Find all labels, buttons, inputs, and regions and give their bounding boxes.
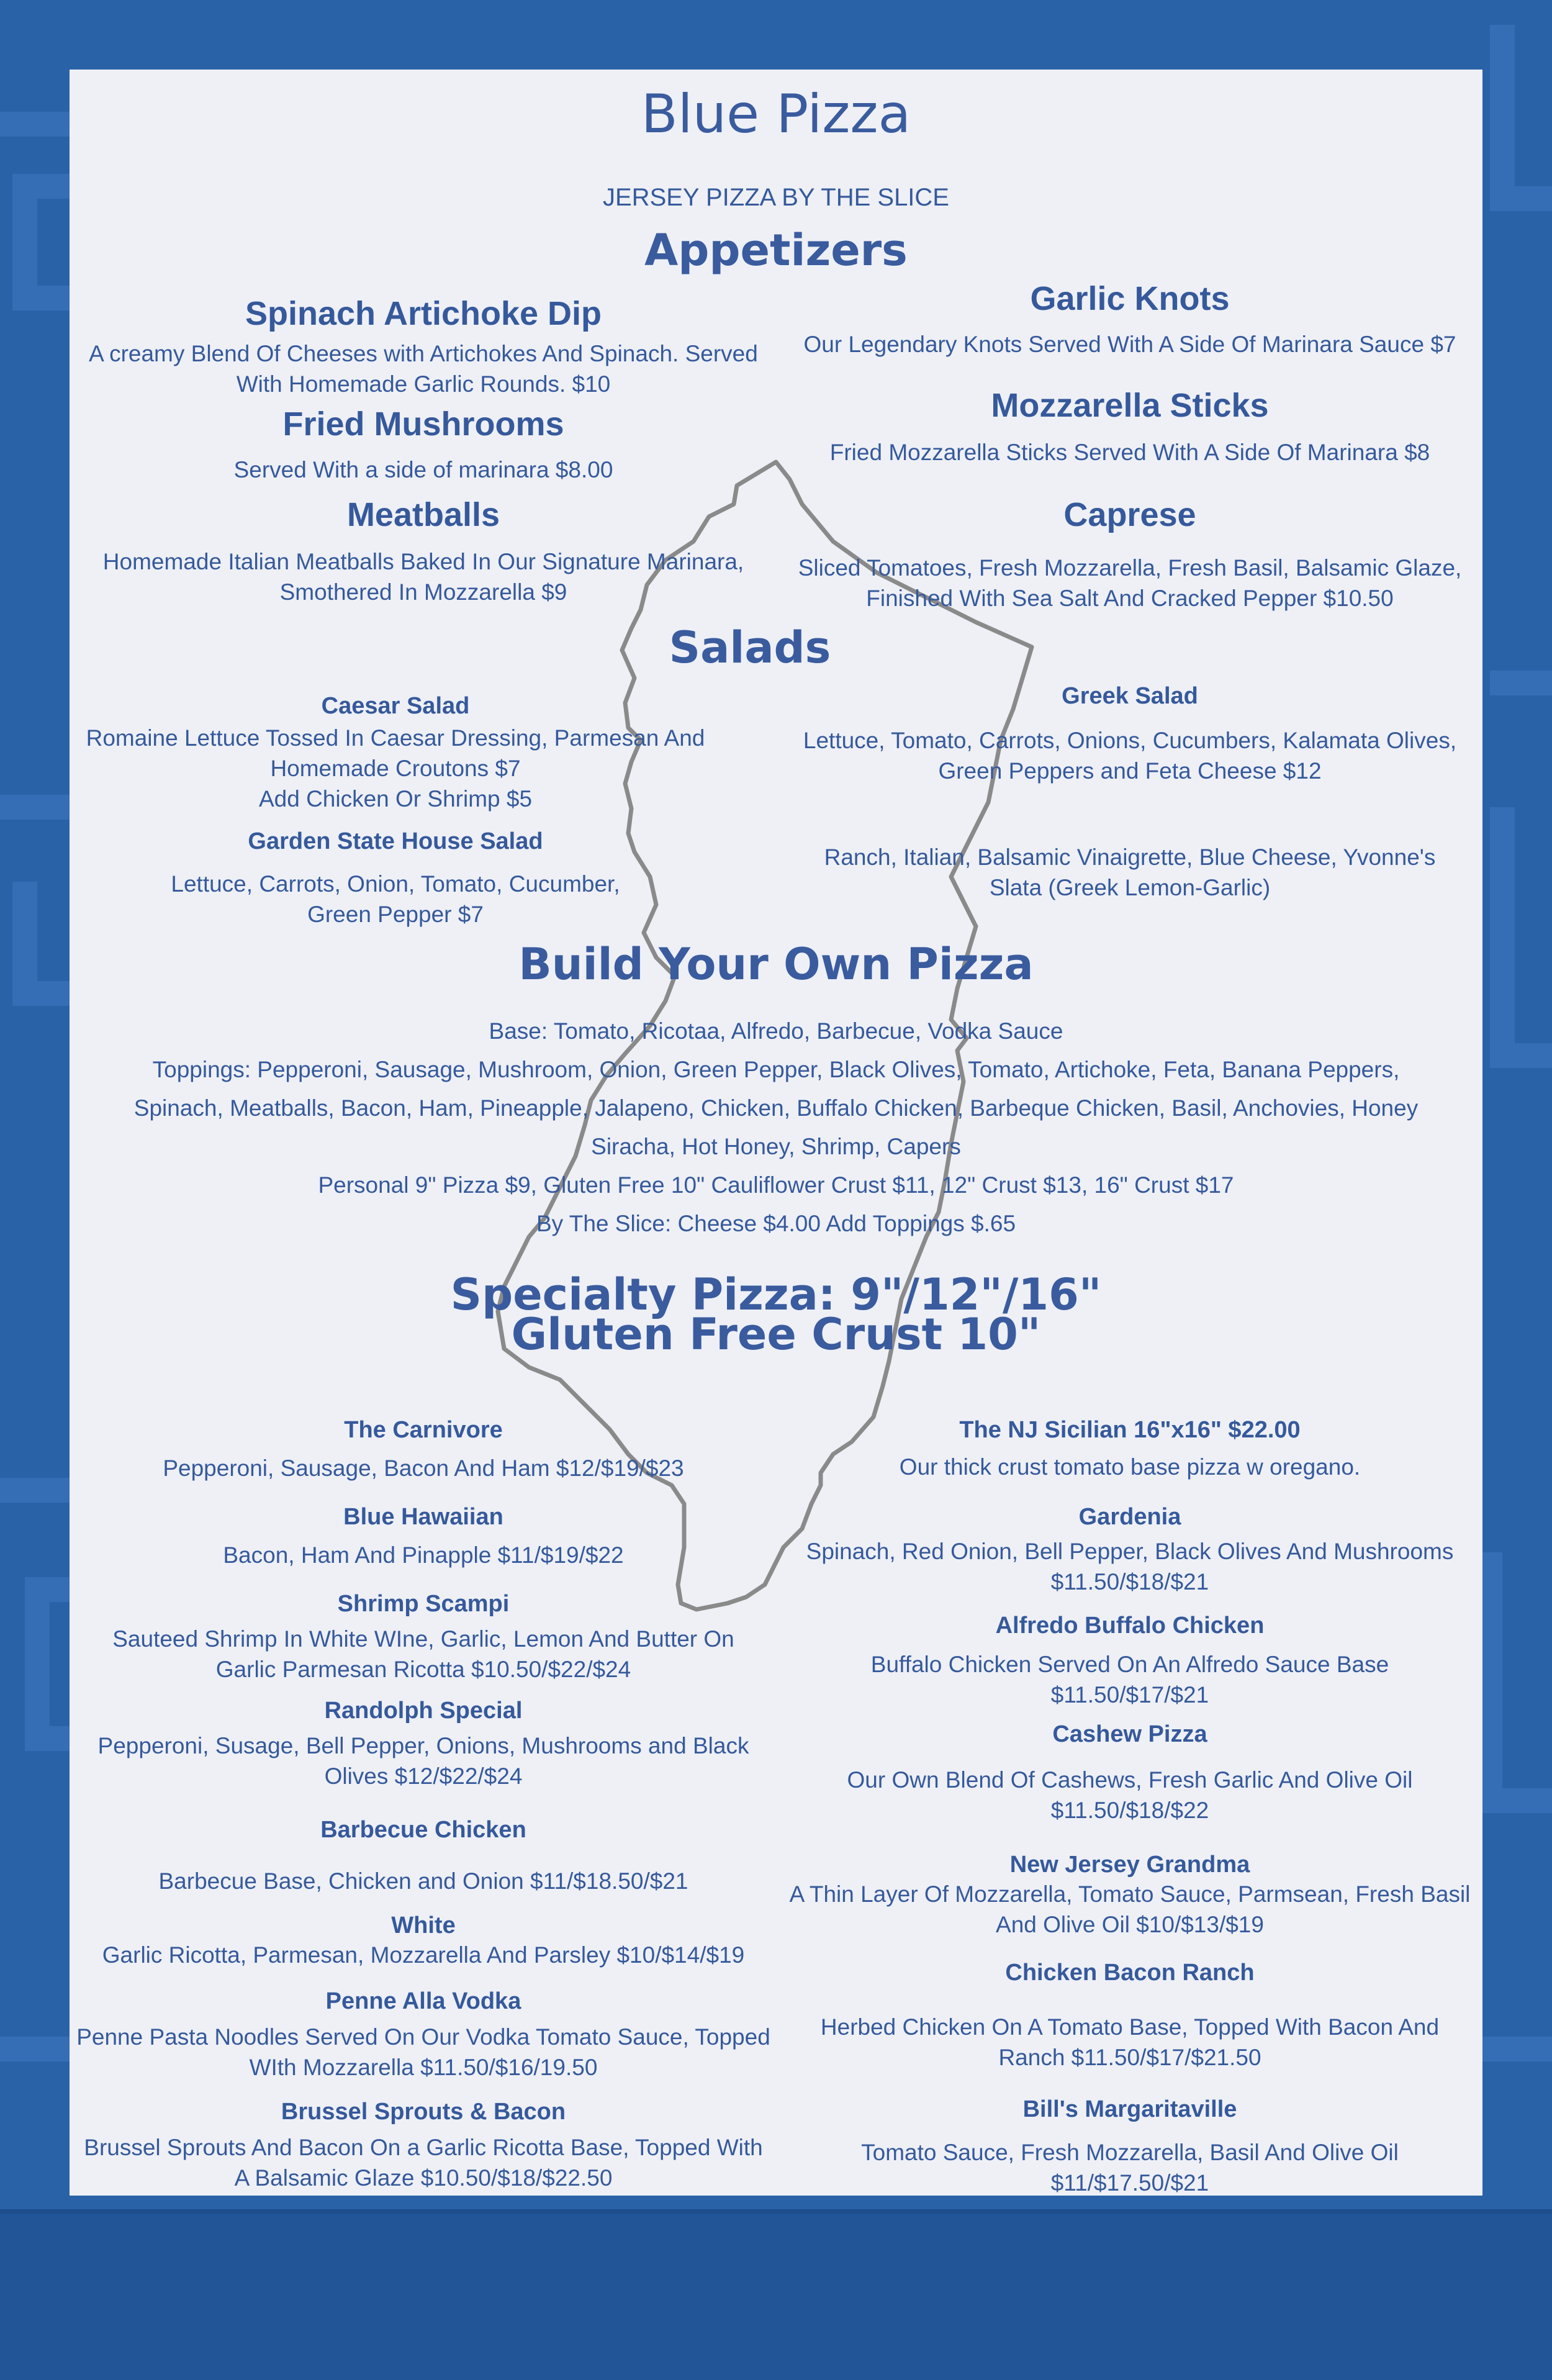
salad-desc: Green Pepper $7 [307, 902, 484, 927]
pizza-desc: Our thick crust tomato base pizza w oregano. [899, 1454, 1361, 1480]
salad-name: Caesar Salad [321, 693, 470, 719]
pizza-desc: Buffalo Chicken Served On An Alfredo Sauce Base [870, 1652, 1389, 1677]
appetizer-desc: Served With a side of marinara $8.00 [233, 457, 613, 482]
appetizer-desc: Homemade Italian Meatballs Baked In Our Signature Marinara, [102, 549, 744, 574]
build-line: Personal 9" Pizza $9, Gluten Free 10" Cauliflower Crust $11, 12" Crust $13, 16" Crust $17 [318, 1172, 1234, 1198]
pizza-name: Chicken Bacon Ranch [1005, 1960, 1255, 1986]
salad-desc: Add Chicken Or Shrimp $5 [258, 786, 533, 812]
salads-heading: Salads [669, 622, 831, 673]
salad-desc: Lettuce, Tomato, Carrots, Onions, Cucumbers, Kalamata Olives, [803, 728, 1457, 753]
appetizer-desc: Sliced Tomatoes, Fresh Mozzarella, Fresh Basil, Balsamic Glaze, [798, 555, 1462, 581]
pizza-desc: Pepperoni, Sausage, Bacon And Ham $12/$19/$23 [163, 1455, 684, 1481]
pizza-desc: Garlic Parmesan Ricotta $10.50/$22/$24 [215, 1657, 631, 1682]
footer-band [0, 2214, 1552, 2380]
pizza-desc: WIth Mozzarella $11.50/$16/19.50 [249, 2055, 598, 2080]
pizza-desc: Our Own Blend Of Cashews, Fresh Garlic And Olive Oil [847, 1767, 1413, 1793]
appetizer-name: Mozzarella Sticks [991, 387, 1269, 424]
specialty-subheading: Gluten Free Crust 10" [511, 1309, 1041, 1360]
salad-desc: Lettuce, Carrots, Onion, Tomato, Cucumber, [171, 871, 620, 897]
salad-name: Greek Salad [1062, 683, 1198, 709]
pizza-desc: Olives $12/$22/$24 [324, 1763, 523, 1789]
tagline: JERSEY PIZZA BY THE SLICE [603, 184, 949, 211]
pizza-name: New Jersey Grandma [1009, 1852, 1250, 1878]
build-line: Spinach, Meatballs, Bacon, Ham, Pineapple, Jalapeno, Chicken, Buffalo Chicken, Barbeque Chicken, Basil, Anchovies, Honey [133, 1095, 1419, 1121]
pizza-name: White [391, 1912, 456, 1939]
build-line: By The Slice: Cheese $4.00 Add Toppings $.65 [536, 1211, 1016, 1236]
appetizer-name: Fried Mushrooms [282, 405, 564, 443]
pizza-desc: $11.50/$18/$21 [1050, 1569, 1209, 1595]
appetizers-heading: Appetizers [644, 225, 908, 276]
pizza-desc: Pepperoni, Susage, Bell Pepper, Onions, Mushrooms and Black [97, 1733, 749, 1758]
build-line: Siracha, Hot Honey, Shrimp, Capers [591, 1134, 961, 1159]
pizza-name: The NJ Sicilian 16"x16" $22.00 [959, 1417, 1301, 1443]
appetizer-name: Garlic Knots [1030, 280, 1230, 317]
pizza-desc: Tomato Sauce, Fresh Mozzarella, Basil And Olive Oil [861, 2140, 1399, 2165]
pizza-name: Penne Alla Vodka [325, 1988, 521, 2014]
appetizer-desc: Fried Mozzarella Sticks Served With A Side Of Marinara $8 [829, 440, 1430, 465]
pizza-desc: A Thin Layer Of Mozzarella, Tomato Sauce, Parmsean, Fresh Basil [789, 1881, 1471, 1907]
salad-desc: Romaine Lettuce Tossed In Caesar Dressing, Parmesan And [86, 725, 705, 751]
dressing-options: Ranch, Italian, Balsamic Vinaigrette, Blue Cheese, Yvonne's [824, 844, 1436, 870]
appetizer-name: Caprese [1063, 496, 1196, 533]
pizza-name: Randolph Special [324, 1698, 523, 1724]
salad-desc: Homemade Croutons $7 [270, 756, 521, 781]
pizza-desc: A Balsamic Glaze $10.50/$18/$22.50 [234, 2165, 613, 2191]
pizza-desc: $11.50/$18/$22 [1050, 1798, 1209, 1823]
appetizer-desc: A creamy Blend Of Cheeses with Artichokes And Spinach. Served [89, 341, 758, 366]
pizza-name: Barbecue Chicken [320, 1817, 526, 1843]
pizza-desc: Barbecue Base, Chicken and Onion $11/$18.50/$21 [158, 1868, 688, 1894]
appetizer-name: Spinach Artichoke Dip [245, 295, 602, 332]
pizza-desc: $11/$17.50/$21 [1050, 2170, 1209, 2196]
appetizer-desc: Finished With Sea Salt And Cracked Pepper $10.50 [866, 586, 1394, 611]
pizza-name: Shrimp Scampi [337, 1591, 510, 1617]
appetizer-name: Meatballs [346, 496, 500, 533]
appetizer-desc: Our Legendary Knots Served With A Side Of Marinara Sauce $7 [803, 332, 1456, 357]
pizza-desc: And Olive Oil $10/$13/$19 [996, 1912, 1264, 1937]
pizza-desc: Garlic Ricotta, Parmesan, Mozzarella And Parsley $10/$14/$19 [102, 1942, 745, 1968]
build-your-own-heading: Build Your Own Pizza [518, 939, 1034, 990]
pizza-desc: Ranch $11.50/$17/$21.50 [998, 2045, 1261, 2070]
pizza-desc: Spinach, Red Onion, Bell Pepper, Black Olives And Mushrooms [806, 1539, 1454, 1564]
pizza-name: Brussel Sprouts & Bacon [281, 2099, 566, 2125]
salad-name: Garden State House Salad [248, 828, 543, 854]
restaurant-name: Blue Pizza [641, 83, 911, 145]
pizza-desc: $11.50/$17/$21 [1050, 1682, 1209, 1708]
specialty-heading: Specialty Pizza: 9"/12"/16" [450, 1269, 1102, 1320]
appetizer-desc: Smothered In Mozzarella $9 [279, 579, 567, 605]
pizza-desc: Penne Pasta Noodles Served On Our Vodka Tomato Sauce, Topped [76, 2024, 770, 2050]
build-line: Base: Tomato, Ricotaa, Alfredo, Barbecue, Vodka Sauce [489, 1018, 1063, 1044]
pizza-name: Bill's Margaritaville [1022, 2096, 1237, 2122]
pizza-name: Gardenia [1078, 1504, 1181, 1530]
menu-panel [70, 70, 1482, 2196]
pizza-desc: Brussel Sprouts And Bacon On a Garlic Ricotta Base, Topped With [84, 2135, 763, 2160]
pizza-name: Alfredo Buffalo Chicken [995, 1613, 1265, 1639]
pizza-desc: Bacon, Ham And Pinapple $11/$19/$22 [223, 1542, 624, 1568]
appetizer-desc: With Homemade Garlic Rounds. $10 [236, 371, 611, 397]
pizza-desc: Herbed Chicken On A Tomato Base, Topped With Bacon And [820, 2014, 1440, 2040]
pizza-name: Blue Hawaiian [343, 1504, 503, 1530]
pizza-desc: Sauteed Shrimp In White WIne, Garlic, Lemon And Butter On [112, 1626, 734, 1652]
build-line: Toppings: Pepperoni, Sausage, Mushroom, Onion, Green Pepper, Black Olives, Tomato, Artichoke, Feta, Banana Peppers, [152, 1057, 1400, 1082]
pizza-name: Cashew Pizza [1052, 1721, 1207, 1747]
pizza-name: The Carnivore [344, 1417, 503, 1443]
dressing-options: Slata (Greek Lemon-Garlic) [989, 875, 1271, 900]
salad-desc: Green Peppers and Feta Cheese $12 [938, 758, 1322, 784]
